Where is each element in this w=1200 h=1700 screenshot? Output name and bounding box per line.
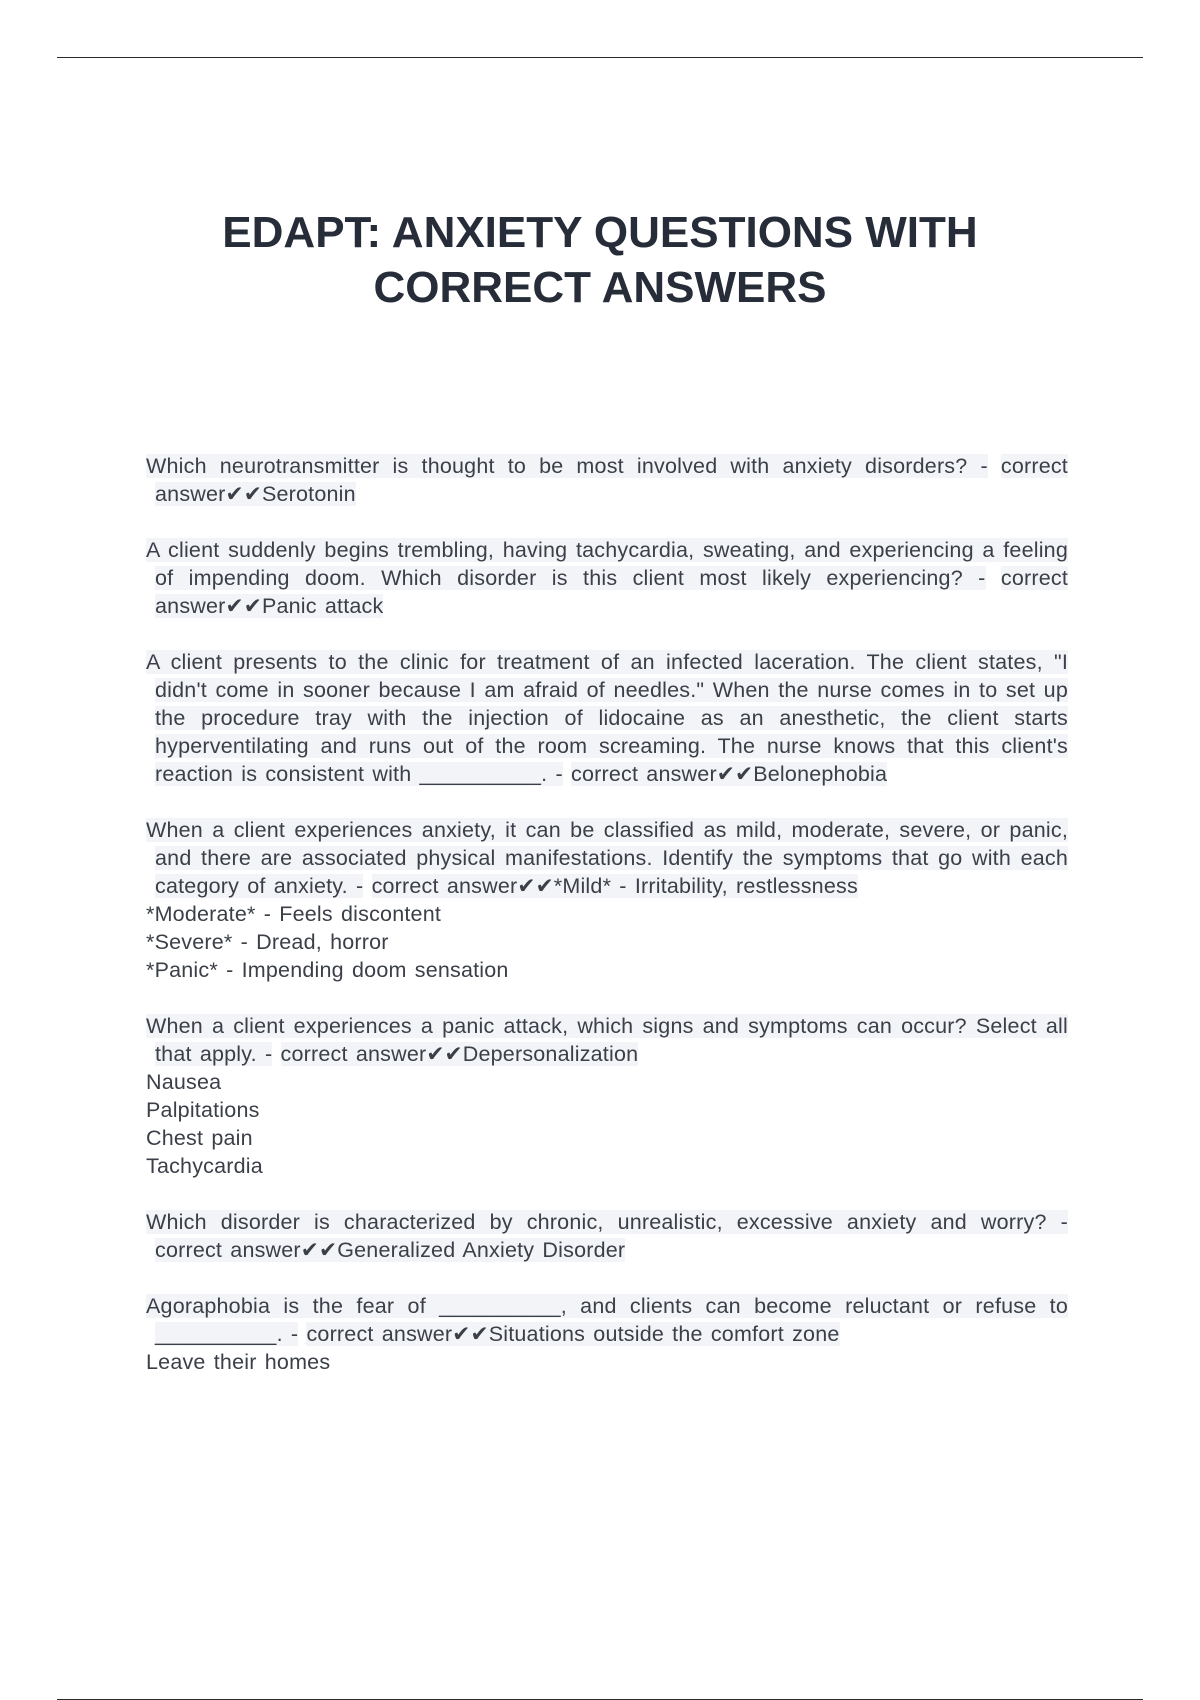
question-text: Agoraphobia is the fear of __________, and clients can become reluctant or refuse to __________. - (146, 1294, 1068, 1346)
qa-item (146, 816, 1068, 984)
qa-item (146, 1012, 1068, 1180)
answer-line: Nausea (146, 1070, 222, 1094)
qa-item (146, 1208, 1068, 1264)
qa-item (146, 1292, 1068, 1376)
answer-text: Panic attack (261, 594, 384, 618)
question-text: Which disorder is characterized by chronic, unrealistic, excessive anxiety and worry? - (146, 1210, 1068, 1234)
answer-text: Generalized Anxiety Disorder (337, 1238, 626, 1262)
answer-line: Leave their homes (146, 1350, 331, 1374)
answer-text: Depersonalization (462, 1042, 639, 1066)
question-paragraph (146, 648, 1068, 788)
answer-line: *Moderate* - Feels discontent (146, 902, 442, 926)
question-text: A client presents to the clinic for treatment of an infected laceration. The client states, "I didn't come in sooner because I am afraid of needles." When the nurse comes in to set up the procedure tray with the injection of lidocaine as an anesthetic, the client starts hyperventilating and runs out of the room screaming. The nurse knows that this client's reaction is consistent with __________. - (146, 650, 1068, 786)
question-paragraph (146, 816, 1068, 900)
title-line-2: CORRECT ANSWERS (373, 263, 827, 312)
answer-text: Belonephobia (753, 762, 888, 786)
question-text: A client suddenly begins trembling, having tachycardia, sweating, and experiencing a feeling of impending doom. Which disorder is this client most likely experiencing? - (146, 538, 1068, 590)
answer-line: Palpitations (146, 1098, 260, 1122)
question-paragraph (146, 452, 1068, 508)
qa-list (146, 452, 1068, 1404)
answer-label: correct answer✔✔ (371, 874, 554, 898)
question-paragraph (146, 1208, 1068, 1264)
question-text: When a client experiences anxiety, it can be classified as mild, moderate, severe, or panic, and there are associated physical manifestations. Identify the symptoms that go with each category of anxiety. - (146, 818, 1068, 898)
answer-label: correct answer✔✔ (155, 566, 1068, 618)
answer-label: correct answer✔✔ (155, 1238, 338, 1262)
answer-line: *Severe* - Dread, horror (146, 930, 389, 954)
question-text: When a client experiences a panic attack, which signs and symptoms can occur? Select all that apply. - (146, 1014, 1068, 1066)
answer-text: *Mild* - Irritability, restlessness (553, 874, 858, 898)
answer-line: Chest pain (146, 1126, 253, 1150)
question-paragraph (146, 1012, 1068, 1068)
question-text: Which neurotransmitter is thought to be most involved with anxiety disorders? - (146, 454, 988, 478)
question-paragraph (146, 1292, 1068, 1348)
document-title (100, 205, 1100, 315)
answer-label: correct answer✔✔ (155, 454, 1068, 506)
qa-item (146, 452, 1068, 508)
answer-label: correct answer✔✔ (306, 1322, 489, 1346)
question-paragraph (146, 536, 1068, 620)
answer-label: correct answer✔✔ (571, 762, 754, 786)
top-rule (57, 57, 1143, 58)
qa-item (146, 648, 1068, 788)
answer-text: Situations outside the comfort zone (488, 1322, 840, 1346)
qa-item (146, 536, 1068, 620)
answer-line: Tachycardia (146, 1154, 263, 1178)
answer-line: *Panic* - Impending doom sensation (146, 958, 509, 982)
answer-label: correct answer✔✔ (280, 1042, 463, 1066)
title-line-1: EDAPT: ANXIETY QUESTIONS WITH (222, 208, 978, 257)
answer-text: Serotonin (261, 482, 356, 506)
